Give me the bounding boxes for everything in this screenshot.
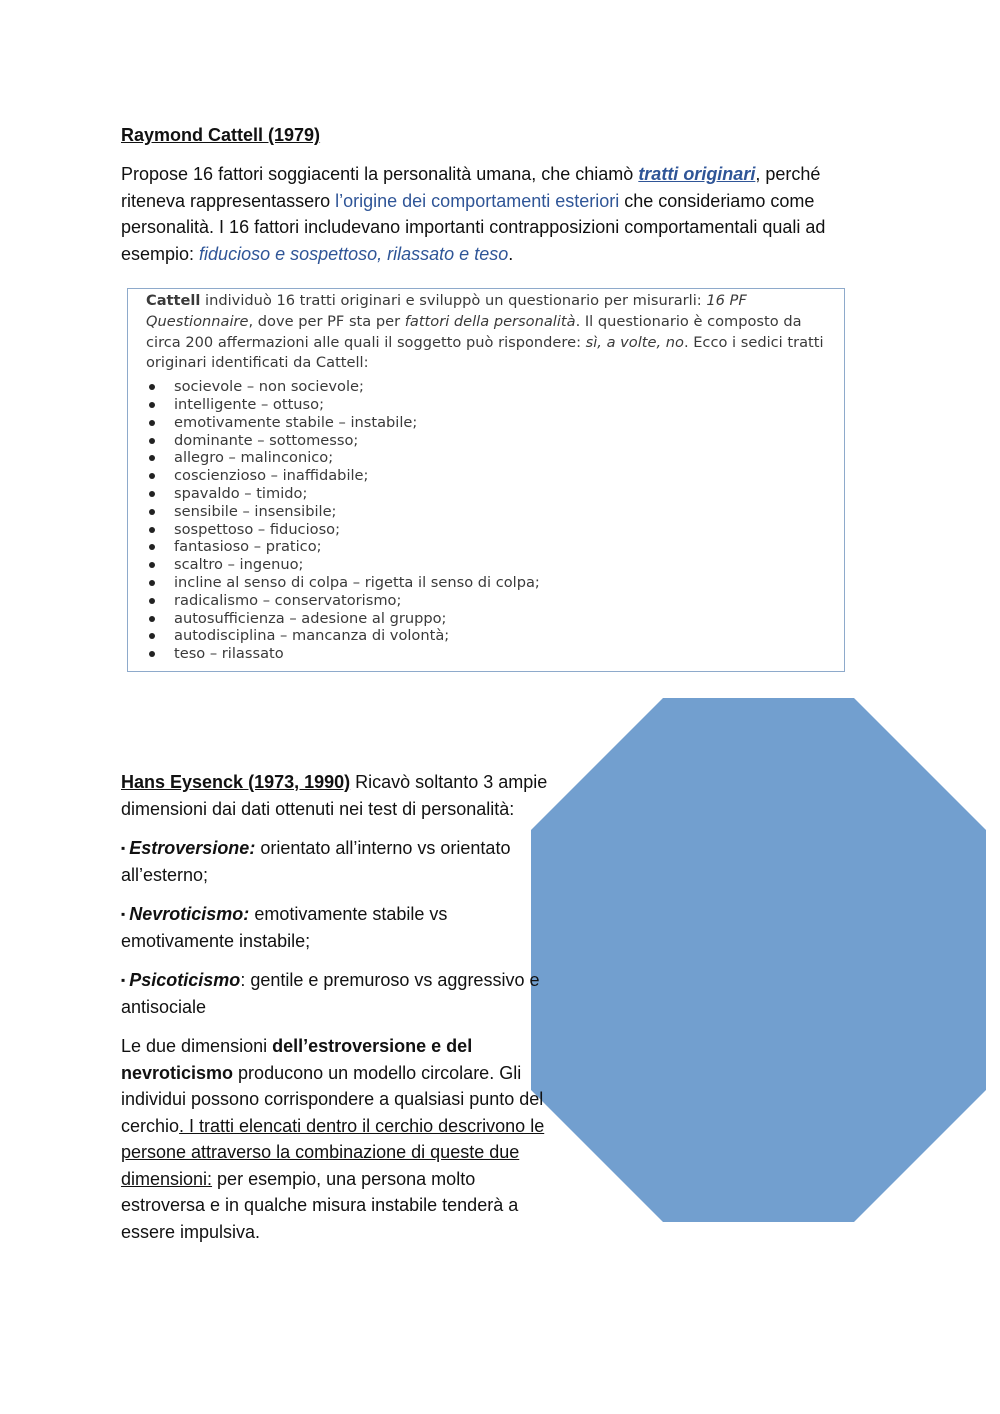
box-text: individuò 16 tratti originari e sviluppò un questionario per misurarli: [200, 292, 707, 309]
square-bullet-icon: ▪ [121, 973, 126, 987]
dimension-desc: emotivamente stabile vs emotivamente instabile; [121, 904, 448, 951]
eysenck-intro [121, 769, 551, 822]
list-item: incline al senso di colpa – rigetta il senso di colpa; [146, 574, 828, 592]
para-text: Propose 16 fattori soggiacenti la personalità umana, che chiamò [121, 164, 639, 184]
list-item: spavaldo – timido; [146, 485, 828, 503]
dimension-item [121, 967, 551, 1020]
list-item: emotivamente stabile – instabile; [146, 414, 828, 432]
dimension-name: Estroversione: [129, 838, 256, 858]
dimension-desc: : gentile e premuroso vs aggressivo e antisociale [121, 970, 540, 1017]
box-text: . Ecco i sedici tratti originari identificati da Cattell: [146, 333, 824, 372]
dimension-name: Nevroticismo: [129, 904, 250, 924]
list-item: radicalismo – conservatorismo; [146, 592, 828, 610]
box-text: . Il questionario è composto da circa 200 affermazioni alle quali il soggetto può rispondere: [146, 312, 802, 351]
intro-text: Ricavò soltanto 3 ampie dimensioni dai dati ottenuti nei test di personalità: [121, 772, 548, 819]
list-item: intelligente – ottuso; [146, 396, 828, 414]
square-bullet-icon: ▪ [121, 841, 126, 855]
octagon-shape [531, 698, 986, 1222]
examples-text: fiducioso e sospettoso, rilassato e teso [199, 243, 509, 264]
list-item: dominante – sottomesso; [146, 432, 828, 450]
tratti-originari-link[interactable]: tratti originari [638, 164, 756, 184]
closing-text: Le due dimensioni [121, 1036, 273, 1056]
para-text: che consideriamo come personalità. I 16 fattori includevano importanti contrapposizioni comportamentali quali ad esempio: [121, 190, 826, 264]
list-item: sospettoso – fiducioso; [146, 521, 828, 539]
closing-paragraph [121, 1033, 551, 1245]
answers-text: sì, a volte, no [585, 333, 684, 351]
box-bold-name: Cattell [146, 292, 201, 309]
list-item: teso – rilassato [146, 645, 828, 663]
dimension-item [121, 835, 551, 888]
cattell-paragraph [121, 161, 881, 267]
section-title-cattell: Raymond Cattell (1979) [121, 125, 321, 145]
dimension-item [121, 901, 551, 954]
questionnaire-name: 16 PF Questionnaire [146, 292, 747, 330]
highlight-text: l’origine dei comportamenti esteriori [335, 190, 620, 211]
box-intro [146, 291, 828, 374]
box-text: , dove per PF sta per [248, 312, 405, 330]
para-text: . [508, 243, 514, 264]
list-item: scaltro – ingenuo; [146, 556, 828, 574]
list-item: coscienzioso – inaffidabile; [146, 467, 828, 485]
list-item: autosufficienza – adesione al gruppo; [146, 610, 828, 628]
list-item: autodisciplina – mancanza di volontà; [146, 627, 828, 645]
list-item: fantasioso – pratico; [146, 538, 828, 556]
list-item: socievole – non socievole; [146, 378, 828, 396]
list-item: sensibile – insensibile; [146, 503, 828, 521]
closing-text: producono un modello circolare. Gli individui possono corrispondere a qualsiasi punto del cerchio [121, 1062, 544, 1136]
closing-bold: dell’estroversione e del nevroticismo [121, 1036, 473, 1083]
octagon-fill [531, 698, 986, 1222]
cattell-traits-box [127, 288, 845, 672]
traits-list [146, 378, 828, 663]
dimension-desc: orientato all’interno vs orientato all’esterno; [121, 838, 511, 885]
para-text: , perché riteneva rappresentassero [121, 164, 821, 211]
list-item: allegro – malinconico; [146, 449, 828, 467]
pf-meaning: fattori della personalità [404, 312, 576, 330]
square-bullet-icon: ▪ [121, 907, 126, 921]
eysenck-section [121, 769, 551, 1258]
closing-text: per esempio, una persona molto estroversa e in qualche misura instabile tenderà a essere impulsiva. [121, 1168, 519, 1242]
section-title-eysenck: Hans Eysenck (1973, 1990) [121, 772, 351, 792]
dimension-name: Psicoticismo [129, 970, 241, 990]
closing-underlined: . I tratti elencati dentro il cerchio descrivono le persone attraverso la combinazione di queste due dimensioni: [121, 1115, 545, 1189]
